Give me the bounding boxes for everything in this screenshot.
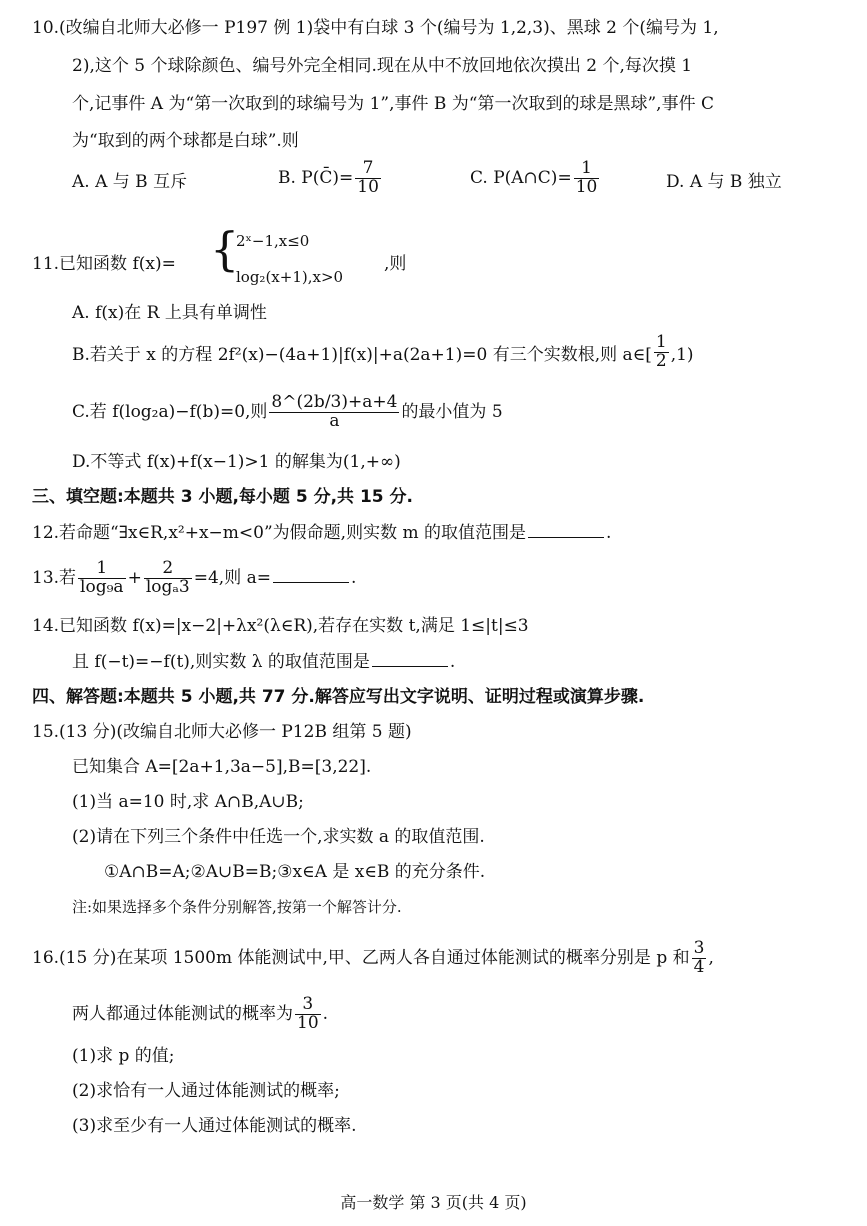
q10-line-3: 个,记事件 A 为“第一次取到的球编号为 1”,事件 B 为“第一次取到的球是黑球”,事件 C	[72, 94, 714, 114]
q12-end: .	[606, 523, 612, 543]
q13-fraction-1	[78, 560, 126, 597]
q13-mid: =4,则 a=	[193, 567, 271, 588]
q10-line-4: 为“取到的两个球都是白球”.则	[72, 131, 299, 151]
q15-line-3: (2)请在下列三个条件中任选一个,求实数 a 的取值范围.	[72, 827, 485, 847]
q16-sub-2: (2)求恰有一人通过体能测试的概率;	[72, 1081, 340, 1101]
q11-option-a: A. f(x)在 R 上具有单调性	[72, 303, 267, 323]
q14-end: .	[449, 652, 456, 672]
fraction-numerator: 1	[574, 160, 600, 179]
q11-option-b	[72, 332, 694, 371]
q15-line-4: ①A∩B=A;②A∪B=B;③x∈A 是 x∈B 的充分条件.	[104, 862, 486, 882]
q14-answer-blank[interactable]	[372, 665, 448, 667]
q11-option-b-fraction	[654, 334, 669, 371]
q10-option-d: D. A 与 B 独立	[666, 172, 782, 192]
q13-fraction-2	[144, 560, 192, 597]
section-3-heading: 三、填空题:本题共 3 小题,每小题 5 分,共 15 分.	[32, 487, 413, 507]
q11-option-c	[72, 394, 503, 431]
q10-option-c-text: C. P(A∩C)=	[470, 167, 572, 188]
fraction-numerator: 7	[355, 160, 381, 179]
q15-line-1: 已知集合 A=[2a+1,3a−5],B=[3,22].	[72, 757, 372, 777]
q11-option-d: D.不等式 f(x)+f(x−1)>1 的解集为(1,+∞)	[72, 452, 401, 472]
fraction-numerator: 1	[655, 332, 667, 352]
q15-note: 注:如果选择多个条件分别解答,按第一个解答计分.	[72, 898, 402, 916]
q13-plus: +	[127, 567, 142, 588]
q16-sub-3: (3)求至少有一人通过体能测试的概率.	[72, 1116, 357, 1136]
q14-text: 且 f(−t)=−f(t),则实数 λ 的取值范围是	[72, 652, 370, 672]
q11-option-b-end: ,1)	[670, 344, 694, 365]
q14-line-2	[72, 652, 455, 672]
q12-text: 12.若命题“∃x∈R,x²+x−m<0”为假命题,则实数 m 的取值范围是	[32, 523, 527, 543]
q10-option-b	[278, 160, 383, 197]
q16-text-1: 16.(15 分)在某项 1500m 体能测试中,甲、乙两人各自通过体能测试的概率分别是 p 和	[32, 947, 690, 968]
q10-line-2: 2),这个 5 个球除颜色、编号外完全相同.现在从中不放回地依次摸出 2 个,每次摸 1	[72, 56, 693, 76]
fraction-denominator: logₐ3	[145, 576, 190, 597]
q11-option-b-text: B.若关于 x 的方程 2f²(x)−(4a+1)|f(x)|+a(2a+1)=0 有三个实数根,则 a∈[	[72, 344, 652, 365]
fraction-denominator: 10	[575, 176, 598, 197]
fraction-numerator: 1	[78, 560, 126, 579]
q11-case-1: 2ˣ−1,x≤0	[236, 232, 310, 250]
fraction-denominator: 10	[357, 176, 379, 197]
fraction-denominator: 2	[655, 350, 667, 371]
q11-option-c-end: 的最小值为 5	[401, 401, 503, 422]
page-footer: 高一数学 第 3 页(共 4 页)	[340, 1193, 527, 1212]
piecewise-brace: {	[210, 222, 240, 276]
q16-fraction-1	[692, 940, 707, 977]
q12-answer-blank[interactable]	[528, 536, 604, 538]
q10-option-c	[470, 160, 601, 197]
q16-line-2	[72, 996, 328, 1033]
q16-text-2-end: .	[322, 1003, 329, 1024]
fraction-numerator: 3	[693, 938, 705, 958]
fraction-numerator: 8^(2b/3)+a+4	[271, 392, 398, 412]
q10-option-b-text: B. P(C̄)=	[278, 167, 354, 188]
q16-line-1	[32, 940, 714, 977]
q11-case-2: log₂(x+1),x>0	[236, 268, 344, 286]
q13	[32, 560, 356, 597]
fraction-denominator: 10	[297, 1012, 319, 1033]
q11-stem-end: ,则	[384, 254, 407, 274]
q13-end: .	[351, 567, 357, 588]
q16-fraction-2	[295, 996, 321, 1033]
fraction-denominator: log₉a	[80, 576, 124, 597]
q16-sub-1: (1)求 p 的值;	[72, 1046, 175, 1066]
fraction-denominator: 4	[693, 956, 705, 977]
q13-text: 13.若	[32, 567, 77, 588]
q10-line-1: 10.(改编自北师大必修一 P197 例 1)袋中有白球 3 个(编号为 1,2,3)、黑球 2 个(编号为 1,	[32, 18, 719, 38]
q13-answer-blank[interactable]	[273, 581, 349, 583]
q12	[32, 523, 611, 543]
fraction-numerator: 3	[295, 996, 321, 1015]
q10-option-a: A. A 与 B 互斥	[72, 172, 188, 192]
q11-option-c-text: C.若 f(log₂a)−f(b)=0,则	[72, 401, 268, 422]
q15-heading: 15.(13 分)(改编自北师大必修一 P12B 组第 5 题)	[32, 722, 412, 742]
q15-line-2: (1)当 a=10 时,求 A∩B,A∪B;	[72, 792, 304, 812]
q11-option-c-fraction	[269, 394, 399, 431]
q14-line-1: 14.已知函数 f(x)=|x−2|+λx²(λ∈R),若存在实数 t,满足 1≤|t|≤3	[32, 616, 529, 636]
q16-text-1-end: ,	[708, 947, 714, 968]
q11-stem: 11.已知函数 f(x)=	[32, 254, 176, 274]
fraction-denominator: a	[329, 410, 340, 431]
q10-option-c-fraction	[574, 160, 600, 197]
q10-option-b-fraction	[355, 160, 381, 197]
fraction-numerator: 2	[144, 560, 192, 579]
section-4-heading: 四、解答题:本题共 5 小题,共 77 分.解答应写出文字说明、证明过程或演算步骤.	[32, 687, 645, 707]
q16-text-2: 两人都通过体能测试的概率为	[72, 1003, 293, 1024]
